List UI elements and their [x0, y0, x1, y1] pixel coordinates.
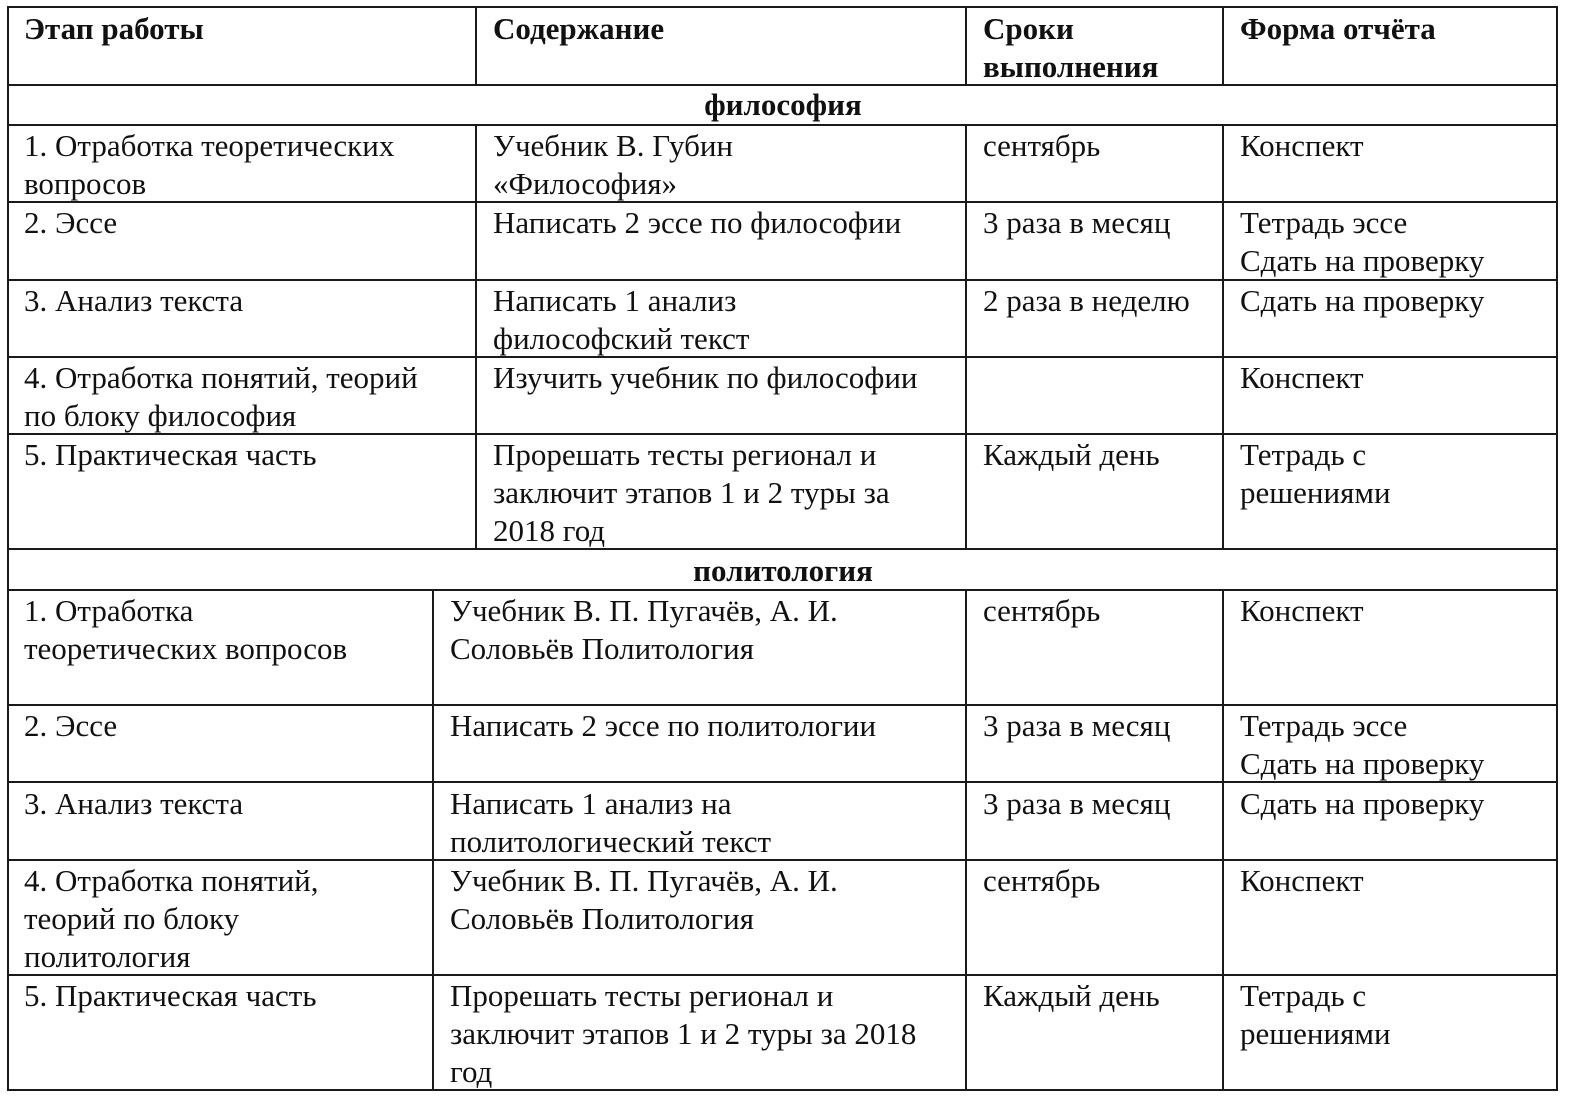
- row-divider: [7, 124, 1558, 126]
- cell-stage: 5. Практическая часть: [24, 437, 317, 472]
- table-border-right: [1556, 6, 1558, 1091]
- header-content: Содержание: [493, 11, 665, 46]
- cell-deadline: 3 раза в месяц: [983, 205, 1171, 240]
- cell-report: Конспект: [1240, 593, 1364, 628]
- cell-content: Учебник В. П. Пугачёв, А. И. Соловьёв Политология: [450, 593, 838, 666]
- column-divider: [1222, 6, 1224, 86]
- header-report: Форма отчёта: [1240, 11, 1436, 46]
- table-border-top: [7, 6, 1558, 8]
- column-divider: [475, 6, 477, 86]
- column-divider: [1222, 589, 1224, 1091]
- row-divider: [7, 704, 1558, 706]
- cell-content: Написать 1 анализ философский текст: [493, 283, 750, 356]
- cell-content: Написать 1 анализ на политологический текст: [450, 786, 772, 859]
- section-title-philosophy: философия: [704, 87, 862, 122]
- cell-stage: 5. Практическая часть: [24, 978, 317, 1013]
- cell-content: Учебник В. Губин «Философия»: [493, 128, 734, 201]
- cell-report: Тетрадь эссе Сдать на проверку: [1240, 708, 1485, 781]
- cell-content: Написать 2 эссе по политологии: [450, 708, 877, 743]
- cell-deadline: Каждый день: [983, 978, 1160, 1013]
- cell-deadline: 3 раза в месяц: [983, 786, 1171, 821]
- header-stage: Этап работы: [24, 11, 204, 46]
- column-divider: [1222, 124, 1224, 550]
- cell-stage: 1. Отработка теоретических вопросов: [24, 128, 395, 201]
- cell-report: Конспект: [1240, 360, 1364, 395]
- cell-content: Изучить учебник по философии: [493, 360, 918, 395]
- column-divider: [965, 589, 967, 1091]
- cell-report: Сдать на проверку: [1240, 283, 1485, 318]
- column-divider: [965, 124, 967, 550]
- column-divider: [432, 589, 434, 1091]
- cell-stage: 2. Эссе: [24, 708, 118, 743]
- cell-stage: 4. Отработка понятий, теорий по блоку политология: [24, 863, 319, 974]
- cell-deadline: сентябрь: [983, 128, 1101, 163]
- header-deadline: Сроки выполнения: [983, 11, 1159, 84]
- cell-stage: 3. Анализ текста: [24, 283, 244, 318]
- cell-report: Тетрадь с решениями: [1240, 978, 1391, 1051]
- cell-stage: 2. Эссе: [24, 205, 118, 240]
- cell-content: Написать 2 эссе по философии: [493, 205, 902, 240]
- cell-deadline: 3 раза в месяц: [983, 708, 1171, 743]
- cell-content: Прорешать тесты регионал и заключит этапов 1 и 2 туры за 2018 год: [493, 437, 890, 548]
- cell-deadline: сентябрь: [983, 863, 1101, 898]
- cell-report: Сдать на проверку: [1240, 786, 1485, 821]
- cell-report: Конспект: [1240, 128, 1364, 163]
- cell-stage: 3. Анализ текста: [24, 786, 244, 821]
- cell-content: Учебник В. П. Пугачёв, А. И. Соловьёв Политология: [450, 863, 838, 936]
- column-divider: [965, 6, 967, 86]
- section-title-politology: политология: [693, 553, 873, 588]
- cell-report: Тетрадь с решениями: [1240, 437, 1391, 510]
- table-border-left: [7, 6, 9, 1091]
- cell-stage: 4. Отработка понятий, теорий по блоку философия: [24, 360, 418, 433]
- cell-report: Тетрадь эссе Сдать на проверку: [1240, 205, 1485, 278]
- cell-deadline: сентябрь: [983, 593, 1101, 628]
- column-divider: [475, 124, 477, 550]
- cell-report: Конспект: [1240, 863, 1364, 898]
- cell-deadline: 2 раза в неделю: [983, 283, 1190, 318]
- cell-deadline: Каждый день: [983, 437, 1160, 472]
- cell-content: Прорешать тесты регионал и заключит этапов 1 и 2 туры за 2018 год: [450, 978, 917, 1089]
- cell-stage: 1. Отработка теоретических вопросов: [24, 593, 348, 666]
